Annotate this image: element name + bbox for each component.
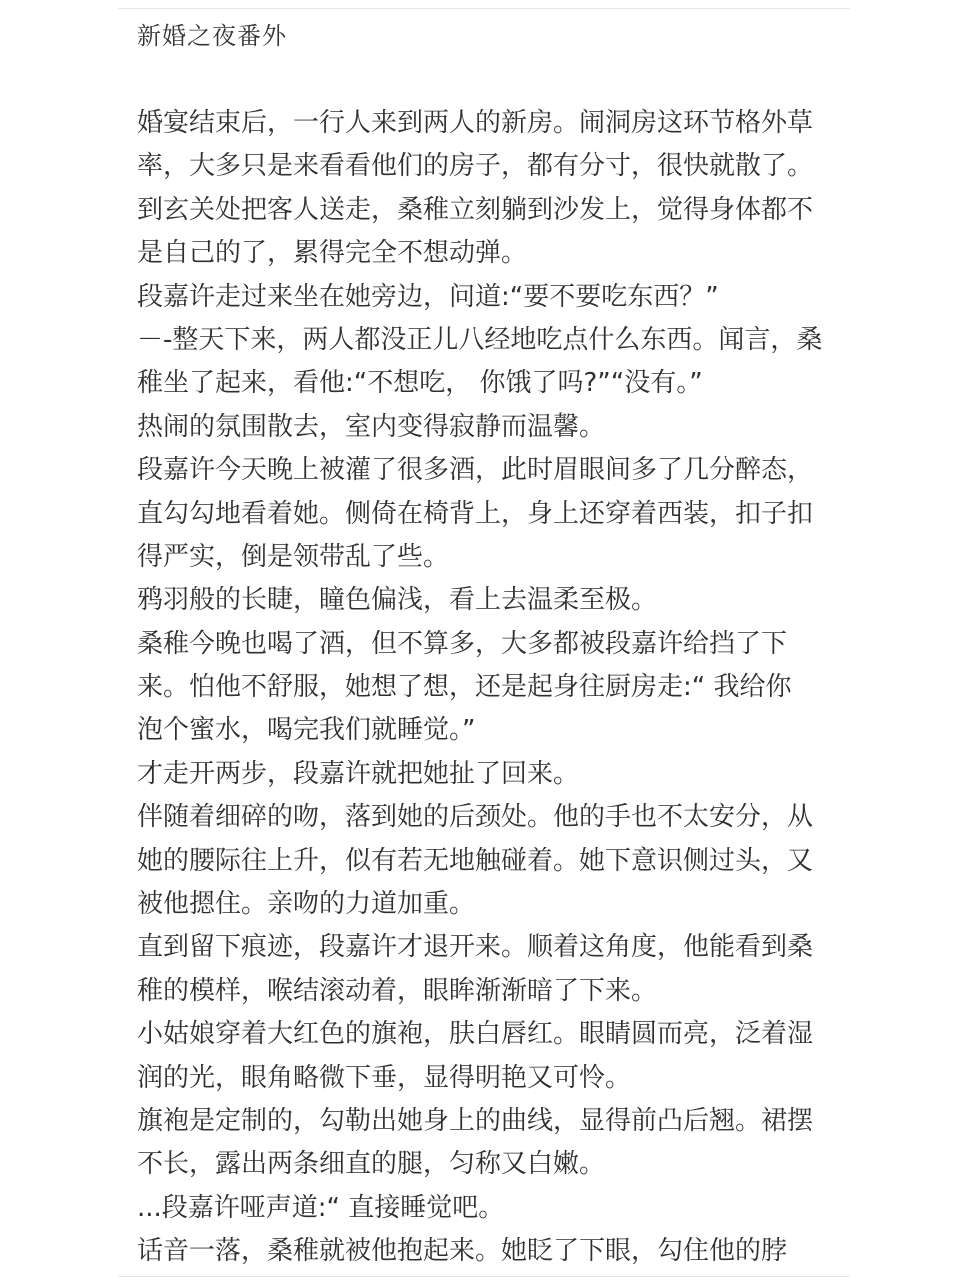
text-line: 得严实，倒是领带乱了些。 (137, 541, 450, 572)
text-line: 鸦羽般的长睫，瞳色偏浅，看上去温柔至极。 (137, 585, 658, 616)
text-line: 桑稚今晚也喝了酒，但不算多，大多都被段嘉许给挡了下 (137, 628, 788, 659)
text-line: 伴随着细碎的吻，落到她的后颈处。他的手也不太安分，从 (137, 802, 814, 833)
text-line: 小姑娘穿着大红色的旗袍，肤白唇红。眼睛圆而亮，泛着湿 (137, 1019, 814, 1050)
text-line: 才走开两步，段嘉许就把她扯了回来。 (137, 758, 580, 789)
text-line: 直勾勾地看着她。侧倚在椅背上，身上还穿着西装，扣子扣 (137, 498, 814, 529)
text-line: 话音一落，桑稚就被他抱起来。她眨了下眼，勾住他的脖 (137, 1236, 788, 1267)
text-line: 段嘉许今天晚上被灌了很多酒，此时眉眼间多了几分醉态， (137, 455, 814, 486)
text-line: 率，大多只是来看看他们的房子，都有分寸，很快就散了。 (137, 151, 814, 182)
text-line: 段嘉许走过来坐在她旁边，问道:“要不要吃东西？” (137, 281, 719, 312)
text-line: 来。怕他不舒服，她想了想，还是起身往厨房走:“ 我给你 (137, 672, 792, 703)
text-line: 婚宴结束后，一行人来到两人的新房。闹洞房这环节格外草 (137, 108, 814, 138)
page-title: 新婚之夜番外 (137, 22, 287, 50)
text-line: 热闹的氛围散去，室内变得寂静而温馨。 (137, 411, 606, 442)
text-line: 润的光，眼角略微下垂，显得明艳又可怜。 (137, 1062, 632, 1093)
top-divider (118, 8, 850, 9)
text-line: 旗袍是定制的，勾勒出她身上的曲线，显得前凸后翘。裙摆 (137, 1105, 814, 1136)
text-line: ...段嘉许哑声道:“ 直接睡觉吧。 (137, 1192, 505, 1223)
text-line: 到玄关处把客人送走，桑稚立刻躺到沙发上，觉得身体都不 (137, 194, 814, 225)
text-line: 稚的模样，喉结滚动着，眼眸渐渐暗了下来。 (137, 975, 658, 1006)
text-line: 被他摁住。亲吻的力道加重。 (137, 889, 476, 920)
text-line: －-整天下来，两人都没正儿八经地吃点什么东西。闻言，桑 (137, 324, 823, 355)
text-line: 稚坐了起来，看他:“不想吃， 你饿了吗?”“没有。” (137, 368, 703, 399)
text-line: 她的腰际往上升，似有若无地触碰着。她下意识侧过头，又 (137, 845, 814, 876)
text-line: 泡个蜜水，喝完我们就睡觉。” (137, 715, 476, 746)
text-line: 直到留下痕迹，段嘉许才退开来。顺着这角度，他能看到桑 (137, 932, 814, 963)
bottom-divider (118, 1276, 850, 1277)
article-body (137, 102, 823, 1280)
text-line: 是自己的了，累得完全不想动弹。 (137, 238, 528, 269)
text-line: 不长，露出两条细直的腿，匀称又白嫩。 (137, 1149, 606, 1180)
